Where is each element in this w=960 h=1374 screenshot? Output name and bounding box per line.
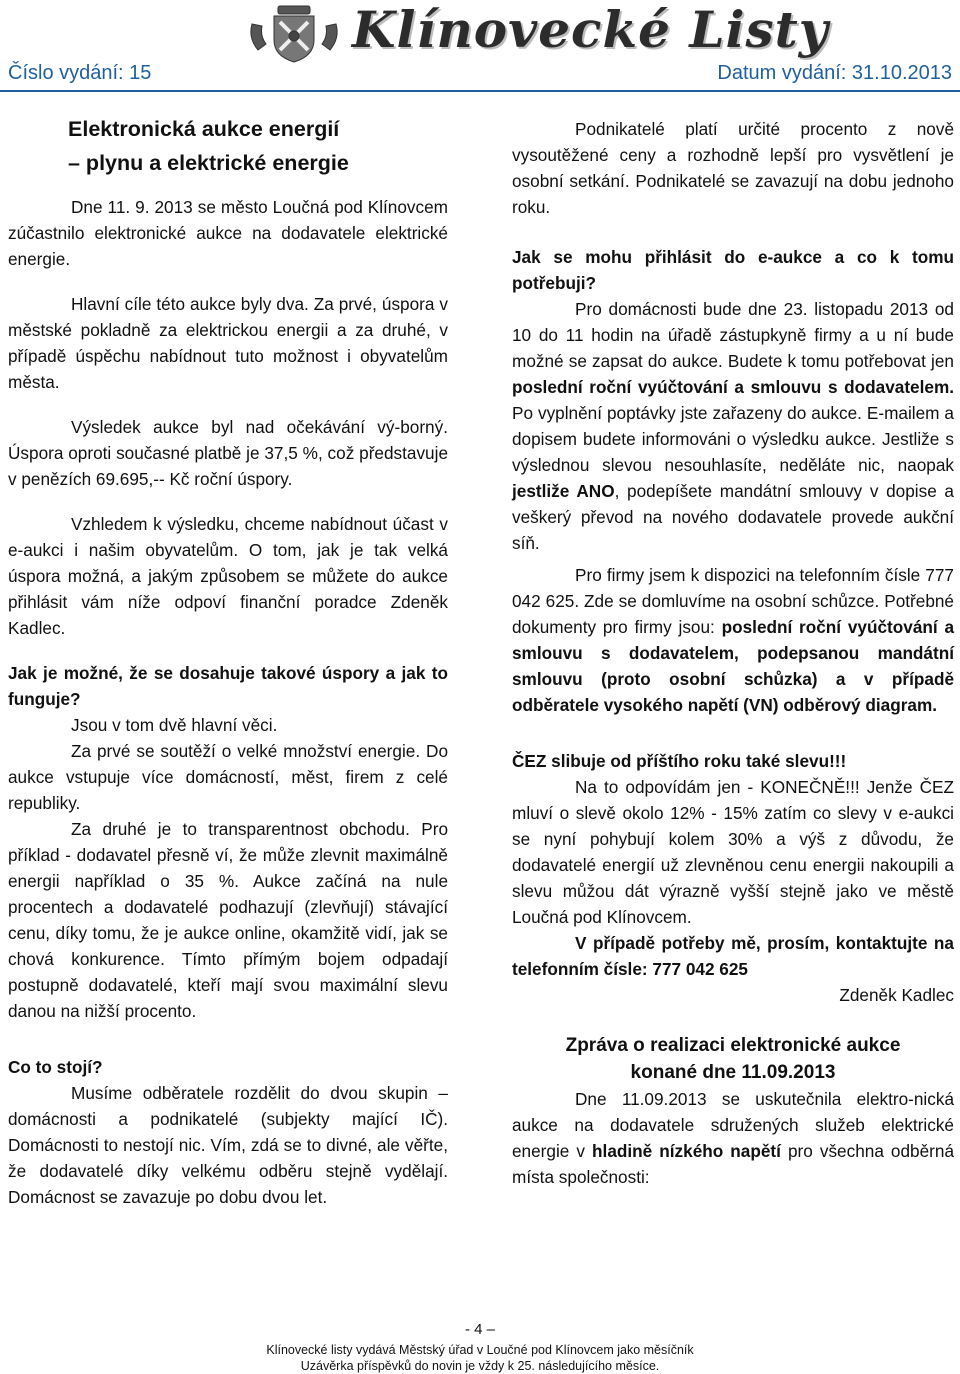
article-title-line2: – plynu a elektrické energie	[68, 151, 349, 175]
paragraph: Za druhé je to transparentnost obchodu. Pro příklad - dodavatel přesně ví, že může zlevnit maximálně energii například o 35 %. Aukce začíná na nule procentech a dodavatelé podhazují (zlevňují) stávající cenu, díky tomu, že je aukce online, okamžitě vidí, jak se chová konkurence. Tímto přímým bojem odpadají postupně dodavatelé, kteří mají svou maximální slevu danou na nižší procento.	[8, 819, 448, 1021]
masthead-title: Klínovecké Listy	[352, 0, 829, 59]
question-heading: Jak je možné, že se dosahuje takové úspory a jak to funguje?	[8, 663, 448, 709]
page-header	[0, 0, 960, 96]
article-title-line1: Elektronická aukce energií	[68, 117, 340, 141]
report-title-line2: konané dne 11.09.2013	[630, 1062, 836, 1083]
header-divider	[0, 90, 960, 92]
question-heading: Co to stojí?	[8, 1057, 103, 1077]
footer-publisher: Klínovecké listy vydává Městský úřad v Loučné pod Klínovcem jako měsíčník	[266, 1343, 694, 1357]
paragraph: Hlavní cíle této aukce byly dva. Za prvé, úspora v městské pokladně za elektrickou energii a za druhé, v případě úspěchu nabídnout tuto možnost i obyvatelům města.	[8, 294, 448, 392]
paragraph: Výsledek aukce byl nad očekávání vý-borný. Úspora oproti současné platbě je 37,5 %, což představuje v penězích 69.695,-- Kč roční úspory.	[8, 417, 448, 489]
paragraph: Dne 11. 9. 2013 se město Loučná pod Klínovcem zúčastnilo elektronické aukce na dodavatele elektrické energie.	[8, 197, 448, 269]
question-heading: ČEZ slibuje od příštího roku také slevu!!!	[512, 751, 847, 771]
paragraph: Za prvé se soutěží o velké množství energie. Do aukce vstupuje více domácností, měst, firem z celé republiky.	[8, 741, 448, 813]
footer-deadline: Uzávěrka příspěvků do novin je vždy k 25. následujícího měsíce.	[300, 1359, 660, 1373]
report-title-line1: Zpráva o realizaci elektronické aukce	[565, 1035, 901, 1056]
paragraph: Pro firmy jsem k dispozici na telefonním čísle 777 042 625. Zde se domluvíme na osobní schůzce. Potřebné dokumenty pro firmy jsou: poslední roční vyúčtování a smlouvu s dodavatelem, podepsanou mandátní smlouvu (proto osobní schůzka) a v případě odběratele vysokého napětí (VN) odběrový diagram.	[512, 565, 955, 715]
paragraph: Dne 11.09.2013 se uskutečnila elektro-nická aukce na dodavatele sdružených služeb elektrické energie v hladině nízkého napětí pro všechna odběrná místa společnosti:	[512, 1089, 955, 1187]
paragraph: Jsou v tom dvě hlavní věci.	[71, 715, 278, 735]
right-column	[512, 110, 954, 1190]
question-heading: Jak se mohu přihlásit do e-aukce a co k tomu potřebuji?	[512, 247, 954, 293]
signature: Zdeněk Kadlec	[839, 985, 954, 1005]
municipal-coat-of-arms-icon	[244, 4, 344, 66]
article-title	[68, 112, 448, 180]
paragraph: Podnikatelé platí určité procento z nově vysoutěžené ceny a rozhodně lepší pro vysvětlení je osobní setkání. Podnikatelé se zavazují na dobu jednoho roku.	[512, 119, 954, 217]
page-footer	[0, 1322, 960, 1374]
issue-date: Datum vydání: 31.10.2013	[717, 62, 952, 84]
left-column	[8, 110, 448, 1210]
paragraph: Vzhledem k výsledku, chceme nabídnout účast v e-aukci i našim obyvatelům. O tom, jak je tak velká úspora možná, a jakým způsobem se můžete do aukce přihlásit vám níže odpoví finanční poradce Zdeněk Kadlec.	[8, 514, 448, 638]
issue-number: Číslo vydání: 15	[8, 62, 152, 84]
paragraph: Na to odpovídám jen - KONEČNĚ!!! Jenže ČEZ mluví o slevě okolo 12% - 15% zatím co slevy v e-aukci se nyní pohybují kolem 30% a výš z důvodu, že dodavatelé energií už zlevněnou cenu energii nakoupili a slevu můžou dát výrazně vyšší stejně jako ve městě Loučná pod Klínovcem.	[512, 777, 954, 927]
report-title	[512, 1032, 954, 1086]
contact-line: V případě potřeby mě, prosím, kontaktujte na telefonním čísle: 777 042 625	[512, 933, 954, 979]
paragraph: Pro domácnosti bude dne 23. listopadu 2013 od 10 do 11 hodin na úřadě zástupkyně firmy a u ní bude možné se zapsat do aukce. Budete k tomu potřebovat jen poslední roční vyúčtování a smlouvu s dodavatelem. Po vyplnění poptávky jste zařazeny do aukce. E-mailem a dopisem budete informováni o výsledku aukce. Jestliže s výslednou slevou nesouhlasíte, neděláte nic, naopak jestliže ANO, podepíšete mandátní smlouvy v dopise a veškerý převod na nového dodavatele provede aukční síň.	[512, 299, 954, 553]
paragraph: Musíme odběratele rozdělit do dvou skupin – domácnosti a podnikatelé (subjekty mající IČ). Domácnosti to nestojí nic. Vím, zdá se to divné, ale věřte, že dodavatelé díky velkému odběru stejně vydělají. Domácnost se zavazuje po dobu dvou let.	[8, 1083, 448, 1207]
page-number: - 4 –	[464, 1321, 495, 1338]
